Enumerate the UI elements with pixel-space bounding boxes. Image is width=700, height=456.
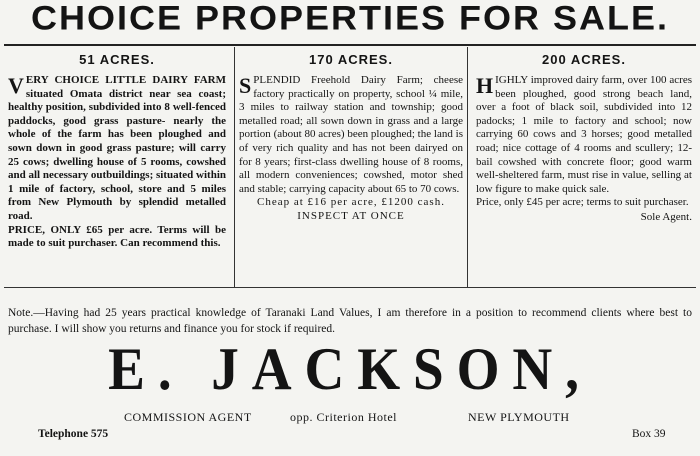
listing-description [239, 74, 463, 196]
listing-heading: 170 ACRES. [309, 52, 393, 67]
listing-51-acres [4, 47, 230, 287]
listing-200-acres [472, 47, 696, 287]
drop-cap: V [8, 73, 24, 98]
listing-heading: 51 ACRES. [79, 52, 155, 67]
middle-rule [4, 287, 696, 288]
box-number: Box 39 [632, 428, 666, 440]
listing-heading: 200 ACRES. [542, 52, 626, 67]
sole-agent-label: Sole Agent. [640, 210, 692, 223]
drop-cap: S [239, 73, 252, 98]
telephone-number: Telephone 575 [38, 428, 109, 440]
listing-170-acres [234, 47, 468, 287]
listing-description [8, 74, 226, 224]
top-rule [4, 44, 696, 46]
agent-name: E. JACKSON, [108, 336, 592, 402]
advert-headline: CHOICE PROPERTIES FOR SALE. [30, 0, 670, 38]
agent-role: COMMISSION AGENT [124, 410, 252, 424]
listing-description [476, 74, 692, 196]
listing-price: Cheap at £16 per acre, £1200 cash. [257, 196, 445, 209]
listing-body-text: PLENDID Freehold Dairy Farm; cheese factory practically on property, school ¼ mile, 3 miles to railway station and township; good metalled road; all sown down in grass and a large portion (about 80 acres) been ploughed; the land is of very rich quality and has not been dairyed on for 8 years; first-class dwelling house of 8 rooms, all modern conveniences; cowshed, motor shed and stable; carrying capacity about 65 to 70 cows. [239, 74, 463, 195]
agent-address: opp. Criterion Hotel [290, 410, 397, 424]
listing-price: Price, only £45 per acre; terms to suit purchaser. [476, 196, 689, 209]
agent-note: Note.—Having had 25 years practical knowledge of Taranaki Land Values, I am therefore in a position to recommend clients where best to purchase. I will show you returns and finance you for stock if required. [8, 306, 692, 335]
drop-cap: H [476, 73, 494, 98]
agent-line [476, 211, 692, 225]
listing-body-text: ERY CHOICE LITTLE DAIRY FARM situated Omata district near sea coast; healthy position, subdivided into 8 well-fenced paddocks, good grass pasture- nearly the whole of the farm has been ploughed and sown down in good grass pasture; will carry 25 cows; dwelling house of 5 rooms, cowshed and all necessary outbuildings; situated within 1 mile of factory, school, store and 5 miles from New Plymouth by splendid metalled road. [8, 74, 226, 222]
listing-body-text: IGHLY improved dairy farm, over 100 acres been ploughed, good strong beach land, over a foot of black soil, subdivided into 12 padocks; 1 mile to factory and school; now carrying 60 cows and 3 horses; good metalled road; nice cottage of 4 rooms and scullery; 12-bail cowshed with concrete floor; good warm well-sheltered farm, must rise in value, selling at low figure to make quick sale. [476, 74, 692, 195]
listing-price: PRICE, ONLY £65 per acre. Terms will be made to suit purchaser. Can recommend this. [8, 223, 226, 250]
inspect-notice: INSPECT AT ONCE [297, 209, 405, 222]
agent-town: NEW PLYMOUTH [468, 410, 570, 424]
